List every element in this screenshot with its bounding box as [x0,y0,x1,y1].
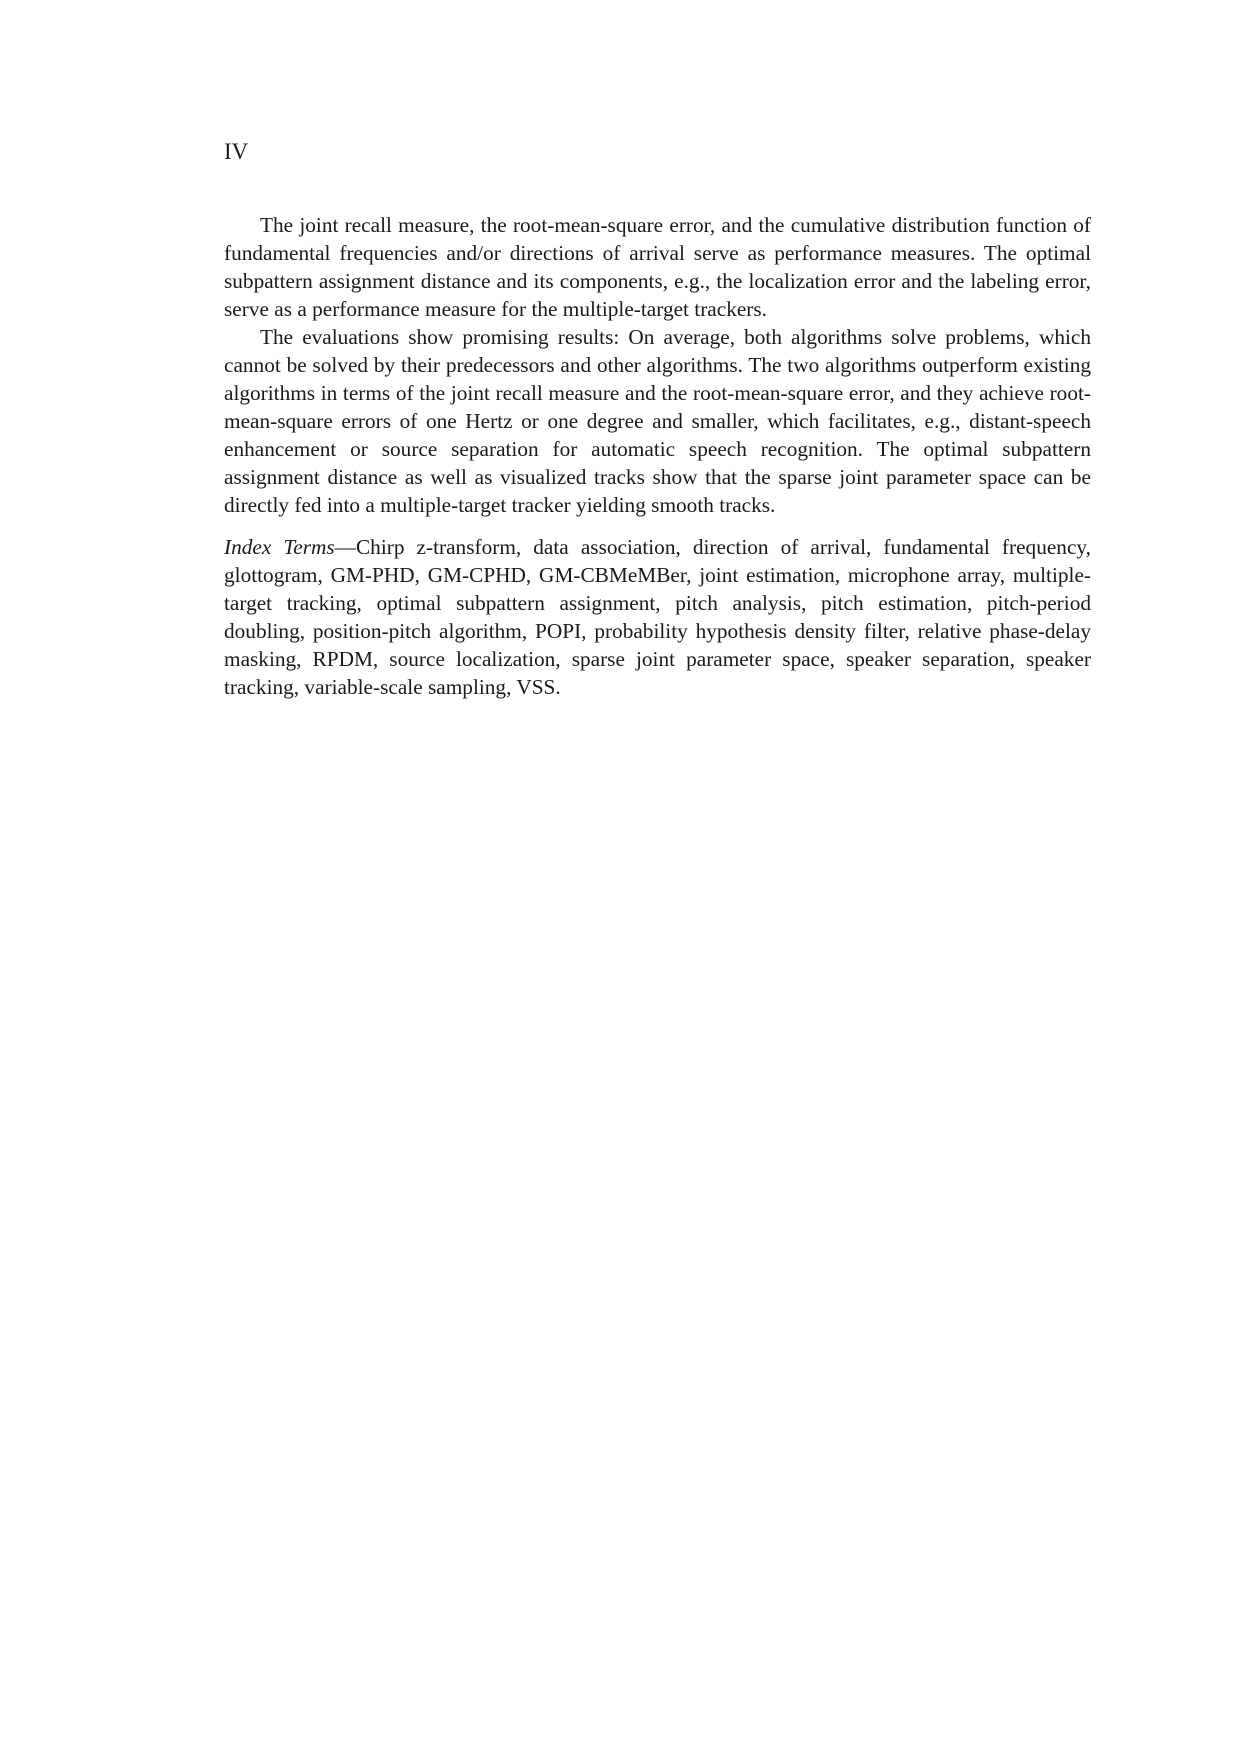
abstract-body [224,211,1091,701]
abstract-paragraph-1: The joint recall measure, the root-mean-square error, and the cumulative distribution function of fundamental frequencies and/or directions of arrival serve as performance measures. The optimal subpattern assignment distance and its components, e.g., the localization error and the labeling error, serve as a performance measure for the multiple-target trackers. [224,213,1091,321]
index-terms [224,533,1091,701]
index-terms-label: Index Terms [224,535,335,559]
index-terms-text: Chirp z-transform, data association, direction of arrival, fundamental frequency, glottogram, GM-PHD, GM-CPHD, GM-CBMeMBer, joint estimation, microphone array, multiple-target tracking, optimal subpattern assignment, pitch analysis, pitch estimation, pitch-period doubling, position-pitch algorithm, POPI, probability hypothesis density filter, relative phase-delay masking, RPDM, source localization, sparse joint parameter space, speaker separation, speaker tracking, variable-scale sampling, VSS. [224,535,1091,699]
abstract-paragraph-2: The evaluations show promising results: On average, both algorithms solve problems, which cannot be solved by their predecessors and other algorithms. The two algorithms outperform existing algorithms in terms of the joint recall measure and the root-mean-square error, and they achieve root-mean-square errors of one Hertz or one degree and smaller, which facilitates, e.g., distant-speech enhancement or source separation for automatic speech recognition. The optimal subpattern assignment distance as well as visualized tracks show that the sparse joint parameter space can be directly fed into a multiple-target tracker yielding smooth tracks. [224,325,1091,517]
page-number: IV [224,139,249,164]
index-terms-separator: — [334,535,356,559]
